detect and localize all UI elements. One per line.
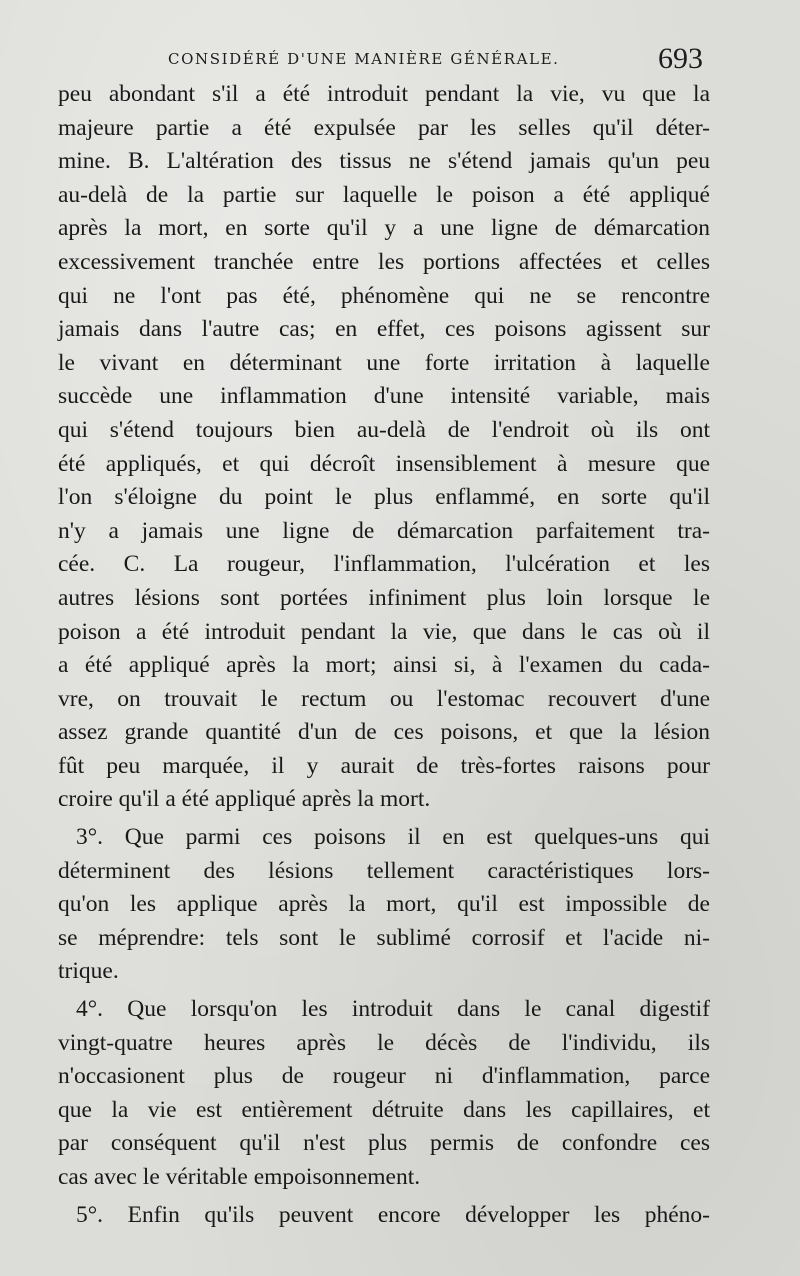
text-line: qui ne l'ont pas été, phénomène qui ne se rencontre — [58, 282, 710, 309]
text-line: succède une inflammation d'une intensité variable, mais — [58, 383, 710, 410]
text-line: autres lésions sont portées infiniment plus loin lorsque le — [58, 584, 710, 611]
text-line: fût peu marquée, il y aurait de très-fortes raisons pour — [58, 752, 710, 779]
text-line: après la mort, en sorte qu'il y a une ligne de démarcation — [58, 215, 710, 242]
text-line: au-delà de la partie sur laquelle le poison a été appliqué — [58, 181, 710, 208]
text-line: que la vie est entièrement détruite dans les capillaires, et — [58, 1096, 710, 1123]
text-line: été appliqués, et qui décroît insensiblement à mesure que — [58, 450, 710, 477]
text-line: se méprendre: tels sont le sublimé corrosif et l'acide ni- — [58, 924, 710, 951]
text-line: cas avec le véritable empoisonnement. — [58, 1164, 421, 1190]
text-line: par conséquent qu'il n'est plus permis de confondre ces — [58, 1130, 710, 1157]
page-number: 693 — [658, 42, 703, 75]
text-line: n'y a jamais une ligne de démarcation parfaitement tra- — [58, 517, 710, 544]
text-line: a été appliqué après la mort; ainsi si, à l'examen du cada- — [58, 652, 710, 679]
text-line: trique. — [58, 958, 119, 985]
text-line: 4°. Que lorsqu'on les introduit dans le canal digestif — [76, 996, 710, 1023]
text-line: peu abondant s'il a été introduit pendant la vie, vu que la — [58, 81, 710, 107]
text-line: 3°. Que parmi ces poisons il en est quelques-uns qui — [76, 824, 710, 851]
text-line: mine. B. L'altération des tissus ne s'étend jamais qu'un peu — [58, 148, 710, 175]
text-line: vre, on trouvait le rectum ou l'estomac recouvert d'une — [58, 685, 710, 712]
text-line: majeure partie a été expulsée par les selles qu'il déter- — [58, 114, 710, 141]
text-line: qui s'étend toujours bien au-delà de l'endroit où ils ont — [58, 416, 710, 443]
text-line: poison a été introduit pendant la vie, que dans le cas où il — [58, 618, 710, 645]
text-line: déterminent des lésions tellement caractéristiques lors- — [58, 857, 710, 884]
text-line: l'on s'éloigne du point le plus enflammé, en sorte qu'il — [58, 484, 710, 511]
body-text — [58, 78, 710, 1232]
text-line: cée. C. La rougeur, l'inflammation, l'ulcération et les — [58, 551, 710, 578]
text-line: n'occasionent plus de rougeur ni d'inflammation, parce — [58, 1063, 710, 1090]
text-line: qu'on les applique après la mort, qu'il est impossible de — [58, 891, 710, 918]
running-title: CONSIDÉRÉ D'UNE MANIÈRE GÉNÉRALE. — [168, 50, 560, 68]
text-line: croire qu'il a été appliqué après la mort. — [58, 786, 431, 813]
text-line: assez grande quantité d'un de ces poisons, et que la lésion — [58, 719, 710, 746]
text-line: vingt-quatre heures après le décès de l'individu, ils — [58, 1029, 710, 1056]
text-line: le vivant en déterminant une forte irritation à laquelle — [58, 349, 710, 376]
text-line: excessivement tranchée entre les portions affectées et celles — [58, 248, 710, 275]
text-line: 5°. Enfin qu'ils peuvent encore développer les phéno- — [76, 1201, 710, 1228]
text-line: jamais dans l'autre cas; en effet, ces poisons agissent sur — [58, 316, 710, 343]
